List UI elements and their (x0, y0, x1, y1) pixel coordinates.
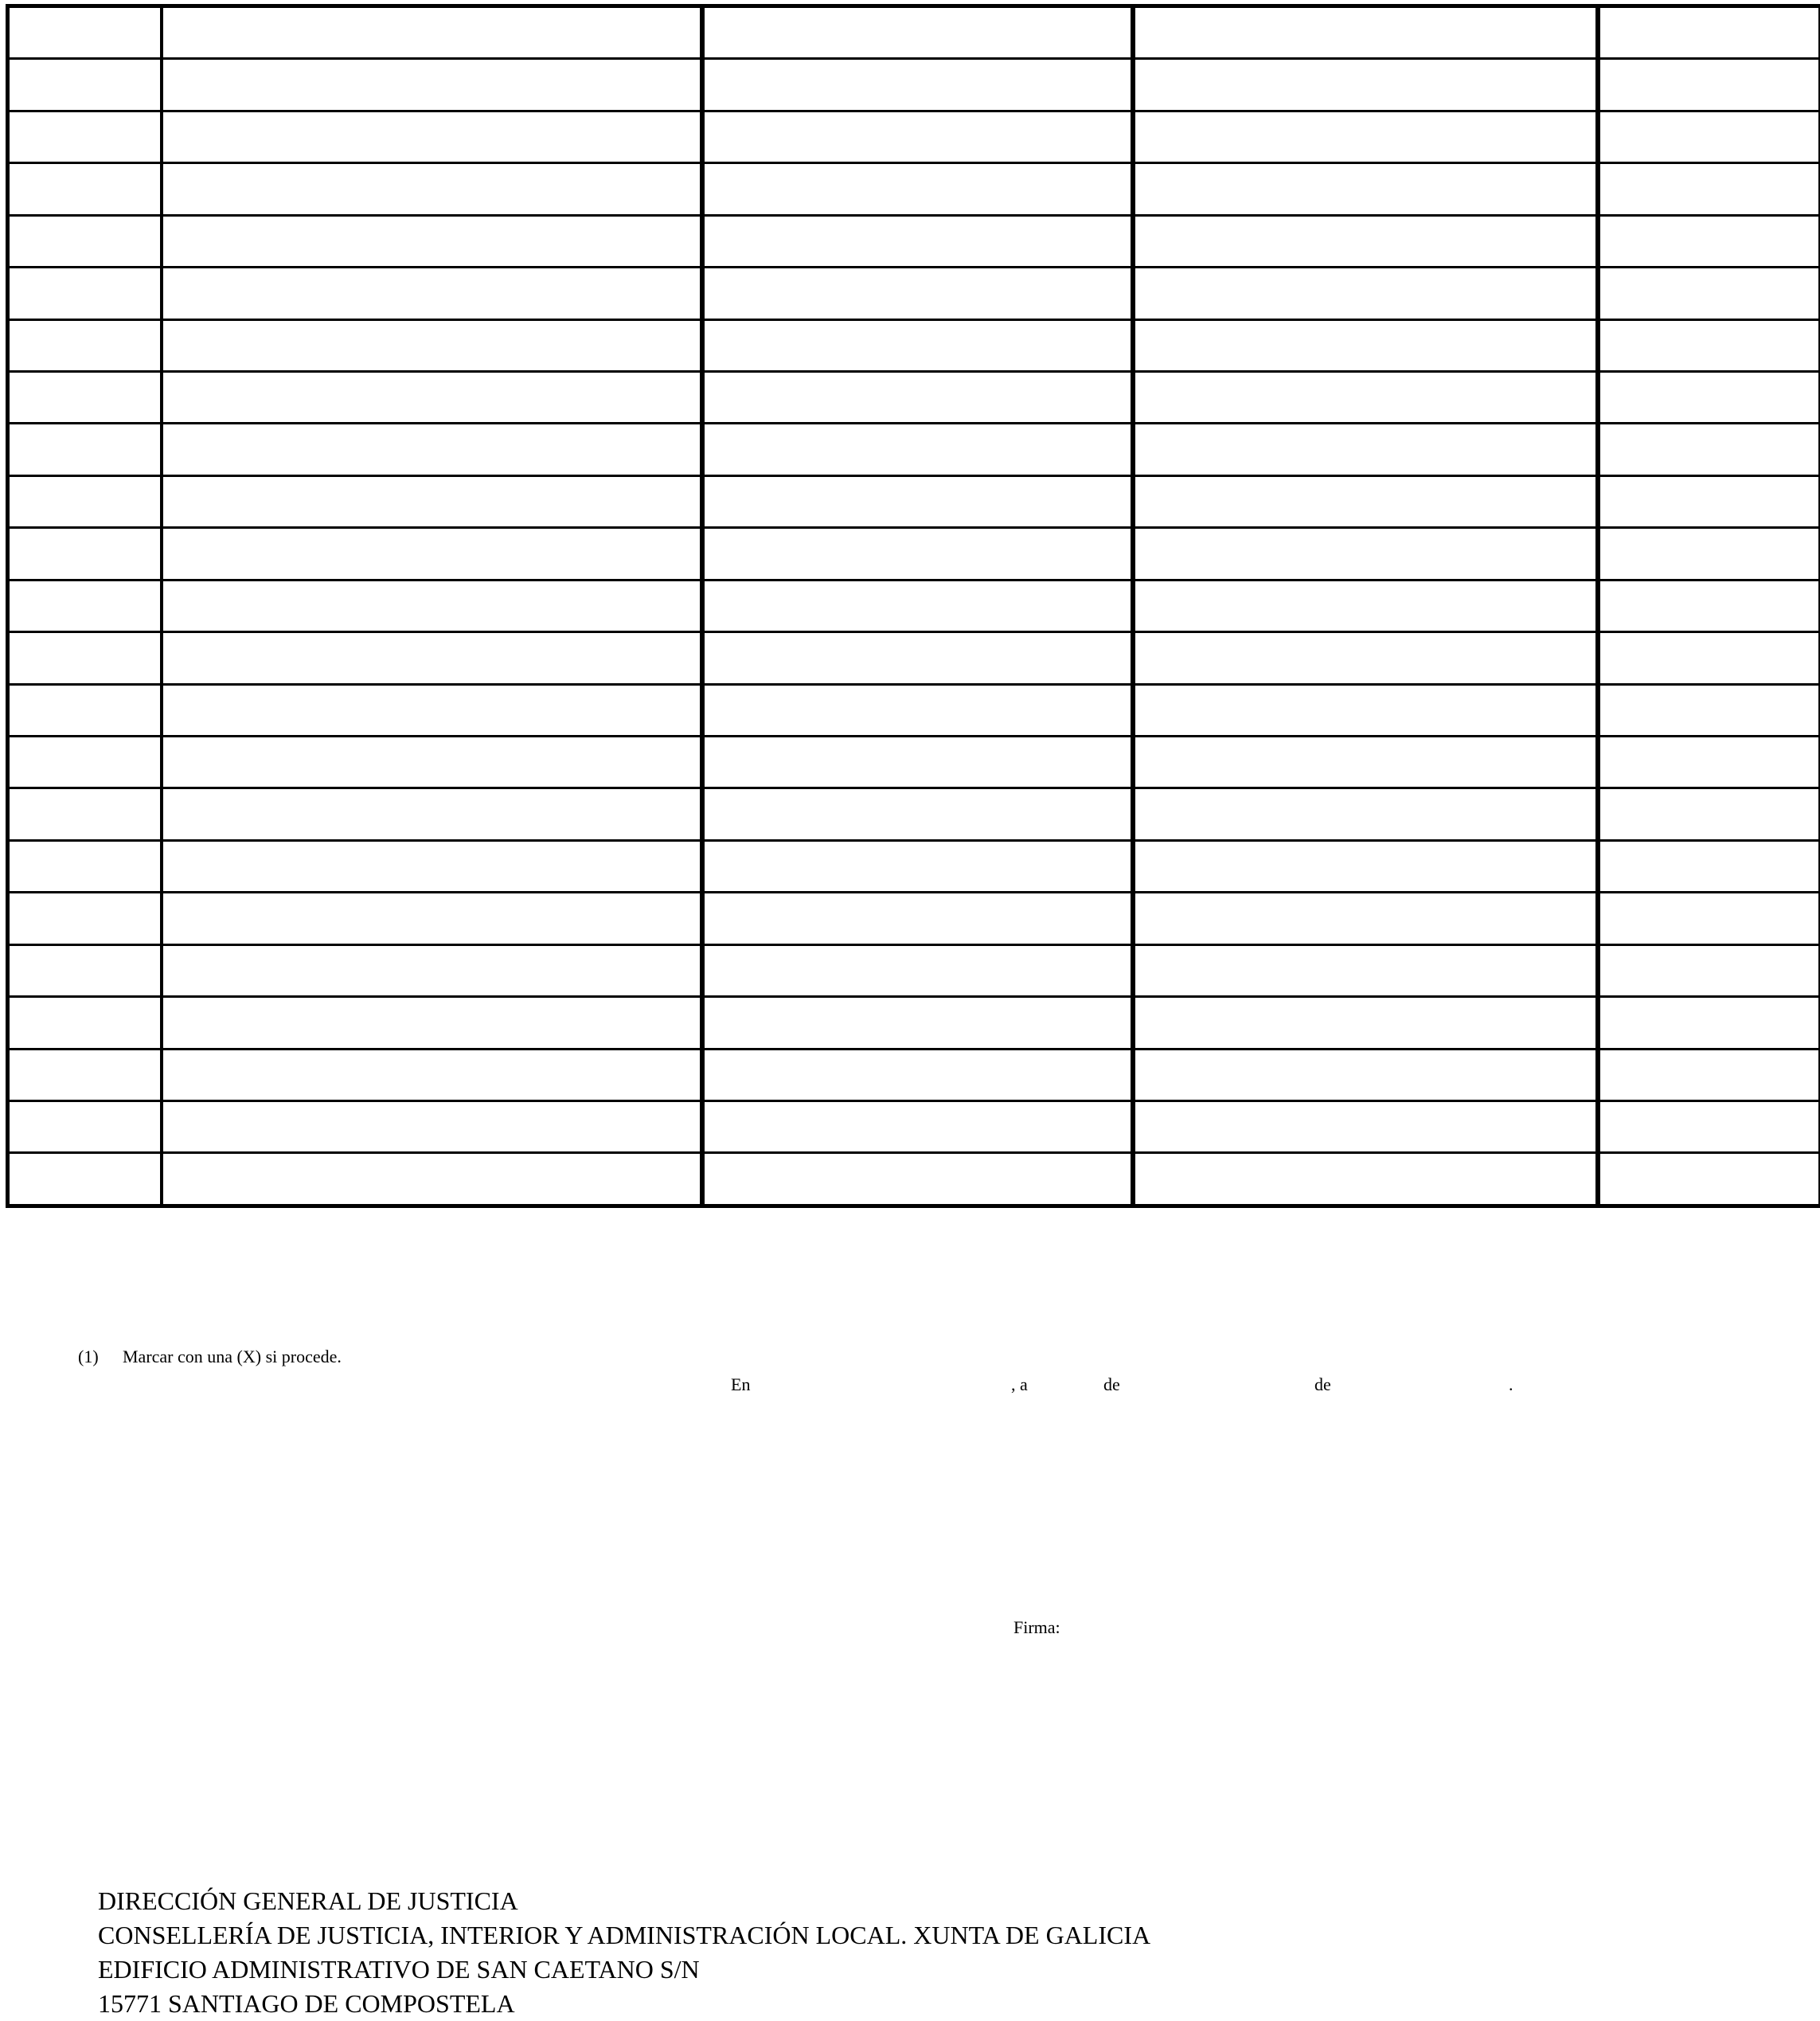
signature-label: Firma: (1013, 1617, 1060, 1638)
table-cell[interactable] (8, 111, 162, 162)
table-cell[interactable] (1598, 475, 1820, 527)
table-cell[interactable] (162, 111, 702, 162)
table-cell[interactable] (702, 6, 1133, 59)
table-cell[interactable] (1598, 59, 1820, 111)
table-cell[interactable] (162, 475, 702, 527)
table-row (8, 528, 1820, 580)
table-cell[interactable] (8, 893, 162, 944)
table-cell[interactable] (1133, 840, 1598, 892)
table-cell[interactable] (702, 1049, 1133, 1100)
table-cell[interactable] (702, 268, 1133, 319)
table-cell[interactable] (1133, 163, 1598, 215)
table-cell[interactable] (1133, 111, 1598, 162)
table-cell[interactable] (702, 736, 1133, 788)
table-cell[interactable] (162, 997, 702, 1049)
table-cell[interactable] (1133, 893, 1598, 944)
table-cell[interactable] (1133, 580, 1598, 631)
table-cell[interactable] (702, 893, 1133, 944)
table-cell[interactable] (8, 840, 162, 892)
table-cell[interactable] (8, 215, 162, 267)
table-cell[interactable] (162, 736, 702, 788)
table-cell[interactable] (162, 319, 702, 371)
table-cell[interactable] (1598, 580, 1820, 631)
table-cell[interactable] (8, 475, 162, 527)
table-cell[interactable] (8, 1049, 162, 1100)
table-cell[interactable] (702, 632, 1133, 684)
table-cell[interactable] (1598, 372, 1820, 424)
data-entry-table (6, 4, 1820, 1208)
table-cell[interactable] (8, 528, 162, 580)
table-cell[interactable] (702, 788, 1133, 840)
table-cell[interactable] (162, 580, 702, 631)
table-cell[interactable] (8, 163, 162, 215)
table-cell[interactable] (8, 268, 162, 319)
table-cell[interactable] (1598, 736, 1820, 788)
table-cell[interactable] (162, 840, 702, 892)
table-row (8, 997, 1820, 1049)
table-cell[interactable] (1133, 268, 1598, 319)
table-row (8, 580, 1820, 631)
table-cell[interactable] (8, 59, 162, 111)
table-cell[interactable] (1133, 59, 1598, 111)
table-row (8, 1100, 1820, 1152)
table-cell[interactable] (8, 736, 162, 788)
table-cell[interactable] (162, 528, 702, 580)
table-cell[interactable] (8, 997, 162, 1049)
table-row (8, 944, 1820, 996)
footnote (78, 1347, 342, 1367)
table-cell[interactable] (1598, 944, 1820, 996)
day-label: , a (1011, 1374, 1028, 1395)
table-cell[interactable] (702, 1100, 1133, 1152)
table-cell[interactable] (162, 632, 702, 684)
table-cell[interactable] (702, 1153, 1133, 1206)
table-cell[interactable] (162, 1153, 702, 1206)
table-cell[interactable] (702, 580, 1133, 631)
table-cell[interactable] (1133, 788, 1598, 840)
table-cell[interactable] (8, 580, 162, 631)
table-cell[interactable] (702, 215, 1133, 267)
table-cell[interactable] (1133, 944, 1598, 996)
table-cell[interactable] (702, 475, 1133, 527)
table-cell[interactable] (702, 944, 1133, 996)
table-row (8, 111, 1820, 162)
table-cell[interactable] (8, 424, 162, 475)
table-cell[interactable] (1133, 528, 1598, 580)
month-label: de (1103, 1374, 1120, 1395)
table-cell[interactable] (1133, 6, 1598, 59)
table-cell[interactable] (162, 684, 702, 736)
footnote-text: Marcar con una (X) si procede. (123, 1347, 342, 1366)
table-cell[interactable] (1133, 736, 1598, 788)
table-cell[interactable] (1133, 684, 1598, 736)
table-cell[interactable] (1133, 1100, 1598, 1152)
table-row (8, 215, 1820, 267)
address-block (98, 1884, 1150, 2021)
table-cell[interactable] (8, 1100, 162, 1152)
table-cell[interactable] (1133, 215, 1598, 267)
table-body (8, 6, 1820, 1206)
table-cell[interactable] (1598, 684, 1820, 736)
table-cell[interactable] (1598, 319, 1820, 371)
table-cell[interactable] (702, 684, 1133, 736)
table-row (8, 632, 1820, 684)
address-line: EDIFICIO ADMINISTRATIVO DE SAN CAETANO S/N (98, 1953, 1150, 1987)
table-cell[interactable] (1133, 475, 1598, 527)
table-row (8, 893, 1820, 944)
table-cell[interactable] (162, 59, 702, 111)
table-row (8, 319, 1820, 371)
table-cell[interactable] (702, 163, 1133, 215)
table-row (8, 6, 1820, 59)
table-cell[interactable] (162, 424, 702, 475)
date-end-period: . (1509, 1374, 1513, 1395)
table-cell[interactable] (1598, 6, 1820, 59)
table-cell[interactable] (1598, 111, 1820, 162)
table-row (8, 788, 1820, 840)
footnote-number: (1) (78, 1347, 123, 1367)
table-cell[interactable] (1133, 632, 1598, 684)
table-cell[interactable] (702, 111, 1133, 162)
table-cell[interactable] (162, 372, 702, 424)
table-cell[interactable] (702, 319, 1133, 371)
table-cell[interactable] (1598, 632, 1820, 684)
table-cell[interactable] (1598, 528, 1820, 580)
table-cell[interactable] (702, 997, 1133, 1049)
table-row (8, 1153, 1820, 1206)
table-cell[interactable] (1598, 424, 1820, 475)
table-cell[interactable] (702, 59, 1133, 111)
table-row (8, 736, 1820, 788)
table-cell[interactable] (162, 215, 702, 267)
table-cell[interactable] (702, 424, 1133, 475)
table-cell[interactable] (702, 372, 1133, 424)
table-cell[interactable] (1133, 372, 1598, 424)
table-cell[interactable] (162, 893, 702, 944)
table-cell[interactable] (8, 319, 162, 371)
table-cell[interactable] (1598, 1153, 1820, 1206)
table-cell[interactable] (1598, 268, 1820, 319)
table-cell[interactable] (1598, 788, 1820, 840)
table-cell[interactable] (8, 944, 162, 996)
table-row (8, 840, 1820, 892)
table-row (8, 59, 1820, 111)
table-cell[interactable] (1598, 840, 1820, 892)
table-cell[interactable] (162, 788, 702, 840)
table-cell[interactable] (1598, 163, 1820, 215)
table-cell[interactable] (1598, 215, 1820, 267)
table-cell[interactable] (1133, 1153, 1598, 1206)
table-row (8, 424, 1820, 475)
table-cell[interactable] (1598, 1049, 1820, 1100)
table-cell[interactable] (8, 684, 162, 736)
table-row (8, 1049, 1820, 1100)
table-cell[interactable] (162, 163, 702, 215)
table-cell[interactable] (8, 788, 162, 840)
table-cell[interactable] (1133, 997, 1598, 1049)
table-cell[interactable] (8, 372, 162, 424)
table-cell[interactable] (162, 1049, 702, 1100)
table-cell[interactable] (1598, 893, 1820, 944)
place-label: En (731, 1374, 750, 1395)
table-cell[interactable] (162, 1100, 702, 1152)
table-row (8, 268, 1820, 319)
table-cell[interactable] (1133, 1049, 1598, 1100)
table-row (8, 163, 1820, 215)
table-cell[interactable] (702, 840, 1133, 892)
table-cell[interactable] (1133, 319, 1598, 371)
table-cell[interactable] (8, 1153, 162, 1206)
table-cell[interactable] (1598, 1100, 1820, 1152)
address-line: DIRECCIÓN GENERAL DE JUSTICIA (98, 1884, 1150, 1918)
table-cell[interactable] (1133, 424, 1598, 475)
table-cell[interactable] (162, 268, 702, 319)
table-cell[interactable] (162, 6, 702, 59)
table-row (8, 475, 1820, 527)
table-cell[interactable] (8, 632, 162, 684)
table-cell[interactable] (702, 528, 1133, 580)
table-cell[interactable] (162, 944, 702, 996)
table-row (8, 684, 1820, 736)
table-row (8, 372, 1820, 424)
year-label: de (1314, 1374, 1331, 1395)
address-line: CONSELLERÍA DE JUSTICIA, INTERIOR Y ADMINISTRACIÓN LOCAL. XUNTA DE GALICIA (98, 1918, 1150, 1953)
table-cell[interactable] (8, 6, 162, 59)
table-cell[interactable] (1598, 997, 1820, 1049)
address-line: 15771 SANTIAGO DE COMPOSTELA (98, 1987, 1150, 2021)
